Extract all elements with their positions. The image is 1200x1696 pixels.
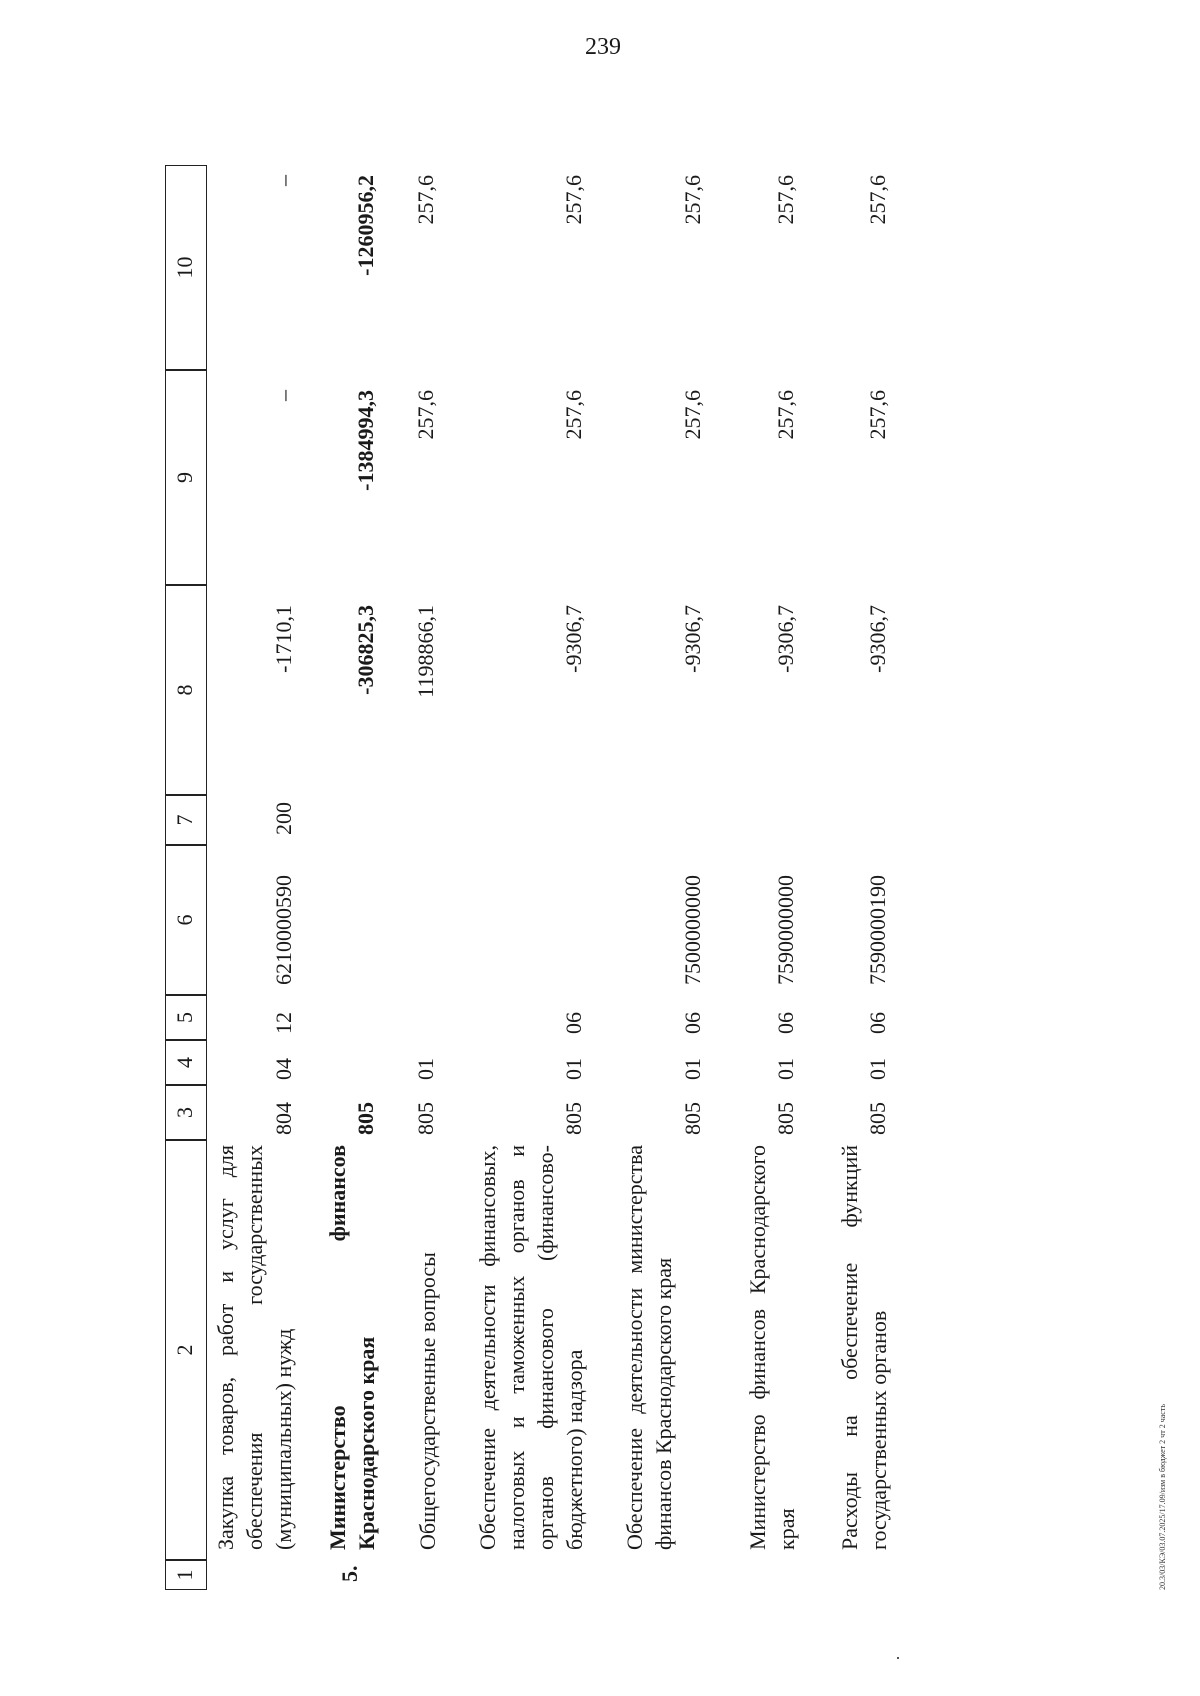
row-name: Расходы на обеспечение функций государственных органов — [837, 1145, 891, 1550]
table-row — [413, 100, 453, 1590]
row-name: Закупка товаров, работ и услуг для обеспечения государственных (муниципальных) нужд — [213, 1145, 296, 1550]
row-col-8: -306825,3 — [353, 605, 378, 695]
row-col-6: 7590000190 — [865, 875, 890, 985]
row-col-5: 12 — [271, 1012, 296, 1034]
table-row — [211, 100, 301, 1590]
row-col-3: 804 — [271, 1102, 296, 1135]
header-col-3: 3 — [165, 1085, 207, 1140]
row-name: Министерство финансов Краснодарского края — [745, 1145, 799, 1550]
row-col-5: 06 — [680, 1012, 705, 1034]
row-col-10: 257,6 — [413, 175, 438, 225]
footer-code: 20.3/03/КЭ/03.07.2025/17.09/изм в бюджет 2 чт 2 часть — [1158, 1404, 1167, 1590]
row-name: Общегосударственные вопросы — [415, 1252, 440, 1550]
table-row — [743, 100, 808, 1590]
row-col-3: 805 — [773, 1102, 798, 1135]
scan-dot — [897, 1657, 899, 1659]
row-col-10: -1260956,2 — [353, 175, 378, 276]
row-col-9: 257,6 — [561, 390, 586, 440]
row-col-6: 7590000000 — [773, 875, 798, 985]
row-col-8: -9306,7 — [865, 605, 890, 673]
header-col-6: 6 — [165, 845, 207, 995]
header-col-7: 7 — [165, 795, 207, 845]
row-col-4: 01 — [773, 1058, 798, 1080]
header-col-8: 8 — [165, 585, 207, 795]
page-number: 239 — [585, 34, 621, 60]
header-col-2: 2 — [165, 1140, 207, 1560]
row-col-4: 04 — [271, 1058, 296, 1080]
row-col-5: 06 — [561, 1012, 586, 1034]
row-col-4: 01 — [561, 1058, 586, 1080]
row-col-10: – — [271, 175, 296, 186]
row-col-3: 805 — [353, 1102, 378, 1135]
row-col-8: -9306,7 — [680, 605, 705, 673]
row-col-8: -1710,1 — [271, 605, 296, 673]
row-col-9: -1384994,3 — [353, 390, 378, 491]
rotated-table — [165, 100, 995, 1590]
table-row — [620, 100, 715, 1590]
header-col-1: 1 — [165, 1560, 207, 1590]
row-col-9: 257,6 — [865, 390, 890, 440]
row-col-4: 01 — [680, 1058, 705, 1080]
row-col-3: 805 — [413, 1102, 438, 1135]
row-col-7: 200 — [271, 802, 296, 835]
row-name: Обеспечение деятельности министерства финансов Краснодарского края — [622, 1145, 676, 1550]
row-col-9: 257,6 — [413, 390, 438, 440]
row-col-6: 7500000000 — [680, 875, 705, 985]
row-col-8: -9306,7 — [773, 605, 798, 673]
row-col-3: 805 — [680, 1102, 705, 1135]
row-col-9: 257,6 — [773, 390, 798, 440]
row-col-10: 257,6 — [773, 175, 798, 225]
row-col-8: -9306,7 — [561, 605, 586, 673]
row-col-9: 257,6 — [680, 390, 705, 440]
row-col-3: 805 — [561, 1102, 586, 1135]
row-col-5: 06 — [865, 1012, 890, 1034]
row-number: 5. — [337, 1565, 362, 1582]
row-col-9: – — [271, 390, 296, 401]
row-col-10: 257,6 — [561, 175, 586, 225]
header-col-4: 4 — [165, 1040, 207, 1085]
row-col-10: 257,6 — [865, 175, 890, 225]
row-name: Обеспечение деятельности финансовых, налоговых и таможенных органов и органов финансового (финансово-бюджетного) надзора — [475, 1145, 587, 1550]
row-col-6: 6210000590 — [271, 875, 296, 985]
row-col-4: 01 — [413, 1058, 438, 1080]
header-col-10: 10 — [165, 165, 207, 370]
table-row — [323, 100, 388, 1590]
row-col-5: 06 — [773, 1012, 798, 1034]
header-col-5: 5 — [165, 995, 207, 1040]
table-row — [835, 100, 900, 1590]
row-name: Министерство финансов Краснодарского края — [325, 1145, 379, 1550]
row-col-10: 257,6 — [680, 175, 705, 225]
table-row — [473, 100, 593, 1590]
row-col-4: 01 — [865, 1058, 890, 1080]
header-col-9: 9 — [165, 370, 207, 585]
row-col-3: 805 — [865, 1102, 890, 1135]
row-col-8: 1198866,1 — [413, 605, 438, 698]
